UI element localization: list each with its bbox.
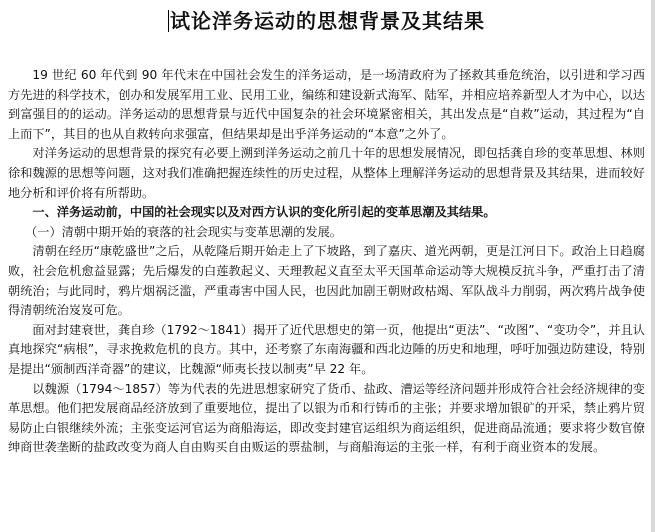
document-title: 试论洋务运动的思想背景及其结果 xyxy=(170,9,485,33)
paragraph-background: 对洋务运动的思想背景的探究有必要上溯到洋务运动之前几十年的思想发展情况，即包括龚自珍的变革思想、林则徐和魏源的思想等问题，这对我们准确把握连续性的历史过程，从整体上理解洋务运动的思想背景及其结果，进而较好地分析和评价将有所帮助。 xyxy=(8,146,645,200)
paragraph-intro: 19 世纪 60 年代到 90 年代末在中国社会发生的洋务运动，是一场清政府为了拯救其垂危统治，以引进和学习西方先进的科学技术，创办和发展军用工业、民用工业，编练和建设新式海军、陆军，并相应培养新型人才为中心，以达到富强目的的运动。洋务运动的思想背景与近代中国复杂的社会环境紧密相关，其出发点是“自救”运动，其过程为“自上而下”，其目的也从自救转向求强富，但结果却是出乎洋务运动的“本意”之外了。 xyxy=(8,68,645,141)
document-title-wrap xyxy=(8,6,645,36)
subsection-heading-1: （一）清朝中期开始的衰落的社会现实与变革思潮的发展。 xyxy=(25,224,342,239)
paragraph-qing-decline: 清朝在经历“康乾盛世”之后，从乾隆后期开始走上了下坡路，到了嘉庆、道光两朝，更是江河日下。政治上日趋腐败，社会危机愈益显露；先后爆发的白莲教起义、天理教起义直至太平天国革命运动等大规模反抗斗争，严重打击了清朝统治；与此同时，鸦片烟祸泛滥，严重毒害中国人民，也因此加剧王朝财政枯竭、军队战斗力削弱，两次鸦片战争使得清朝统治岌岌可危。 xyxy=(8,244,645,318)
paragraph-wei-yuan: 以魏源（1794～1857）等为代表的先进思想家研究了货币、盐政、漕运等经济问题并形成符合社会经济规律的变革思想。他们把发展商品经济放到了重要地位，提出了以银为币和行铸币的主张；并要求增加银矿的开采，禁止鸦片贸易防止白银继续外流；主张变运河官运为商船海运，即改变封建官运组织为商运组织，促进商品流通；要求将少数官僚绅商世袭垄断的盐政改变为商人自由购买自由贩运的票盐制，与商船海运的主张一样，有利于商业资本的发展。 xyxy=(8,381,645,455)
paragraph-gong-zizhen: 面对封建衰世，龚自珍（1792～1841）揭开了近代思想史的第一页，他提出“更法”、“改图”、“变功令”，并且认真地探究“病根”，寻求挽救危机的良方。其中，还考察了东南海疆和西北边陲的历史和地理，呼吁加强边防建设，特别是提出“颁制西洋奇器”的建议，比魏源“师夷长技以制夷”早 22 年。 xyxy=(8,322,645,376)
document-body xyxy=(8,66,645,458)
window-right-edge xyxy=(651,0,655,532)
text-cursor xyxy=(168,10,169,32)
section-heading-1: 一、洋务运动前，中国的社会现实以及对西方认识的变化所引起的变革思潮及其结果。 xyxy=(32,205,496,220)
